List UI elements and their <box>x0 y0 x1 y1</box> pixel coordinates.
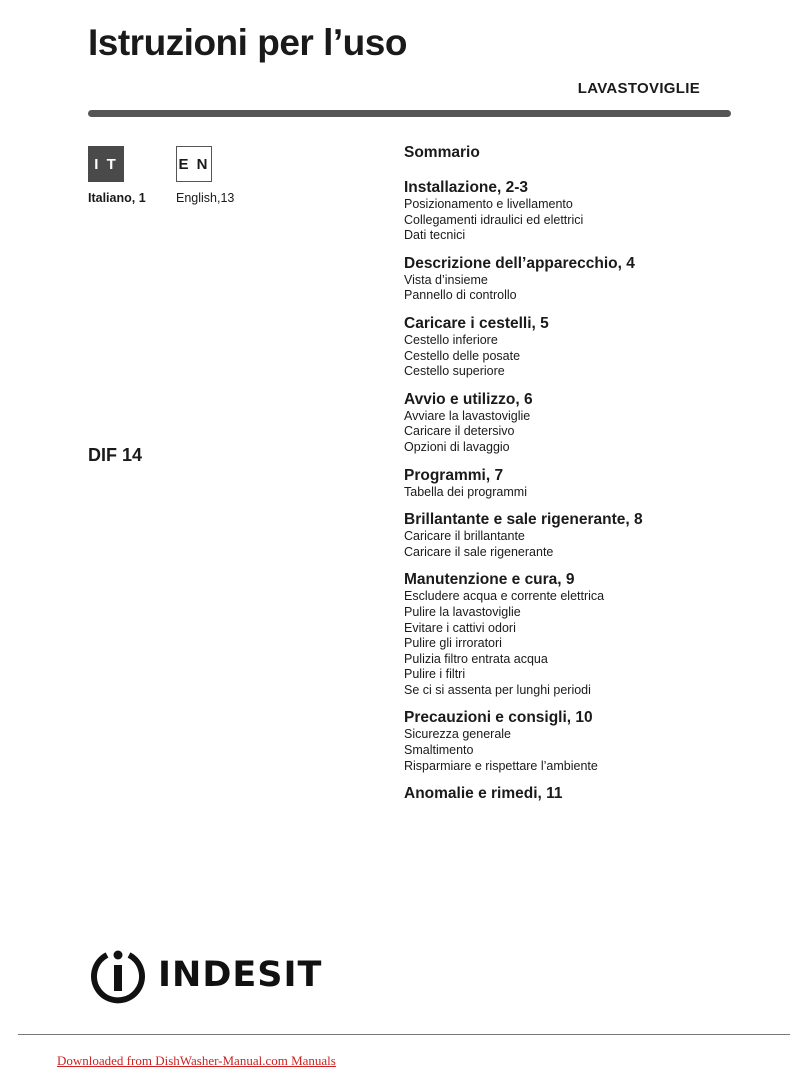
language-ref-en: English,13 <box>176 191 235 205</box>
toc-subsection[interactable]: Caricare il sale rigenerante <box>404 544 554 559</box>
toc-section <box>404 708 784 774</box>
toc-subsection[interactable]: Cestello superiore <box>404 364 505 379</box>
toc-subsection[interactable]: Risparmiare e rispettare l’ambiente <box>404 758 598 773</box>
toc-subsection[interactable]: Evitare i cattivi odori <box>404 620 516 635</box>
toc-subsection[interactable]: Cestello delle posate <box>404 348 521 363</box>
model-number: DIF 14 <box>88 445 143 465</box>
language-tab-it[interactable]: I T <box>88 146 124 182</box>
indesit-logo-icon <box>88 945 148 1005</box>
toc-subsection[interactable]: Sicurezza generale <box>404 727 512 742</box>
toc-subsection[interactable]: Escludere acqua e corrente elettrica <box>404 589 605 604</box>
toc-section <box>404 314 784 380</box>
brand-logo <box>88 945 322 1005</box>
toc-subsection[interactable]: Tabella dei programmi <box>404 484 527 499</box>
toc-section-title[interactable]: Anomalie e rimedi, 11 <box>404 785 563 803</box>
toc-section <box>404 784 784 803</box>
toc-subsection[interactable]: Pulire i filtri <box>404 667 466 682</box>
toc-subsection[interactable]: Opzioni di lavaggio <box>404 439 510 454</box>
toc-section-title[interactable]: Avvio e utilizzo, 6 <box>404 390 533 408</box>
toc-section-title[interactable]: Descrizione dell’apparecchio, 4 <box>404 254 635 272</box>
language-ref-it: Italiano, 1 <box>88 191 146 205</box>
toc-section <box>404 570 784 698</box>
document-title: Istruzioni per l’uso <box>88 22 407 63</box>
toc-subsection[interactable]: Pulizia filtro entrata acqua <box>404 651 548 666</box>
toc-subsection[interactable]: Se ci si assenta per lunghi periodi <box>404 682 591 697</box>
toc-section <box>404 390 784 456</box>
toc-section-title[interactable]: Programmi, 7 <box>404 466 504 484</box>
toc-subsection[interactable]: Posizionamento e livellamento <box>404 197 573 211</box>
toc-section-title[interactable]: Installazione, 2-3 <box>404 179 529 196</box>
toc-subsection[interactable]: Collegamenti idraulici ed elettrici <box>404 212 584 227</box>
product-category: LAVASTOVIGLIE <box>577 80 700 97</box>
download-source-link[interactable]: Downloaded from DishWasher-Manual.com Manuals <box>57 1053 336 1068</box>
toc-section-title[interactable]: Caricare i cestelli, 5 <box>404 314 549 332</box>
toc-subsection[interactable]: Caricare il detersivo <box>404 424 515 439</box>
toc-section-title[interactable]: Manutenzione e cura, 9 <box>404 571 575 589</box>
brand-wordmark: INDESIT <box>158 955 323 995</box>
toc-section-title[interactable]: Brillantante e sale rigenerante, 8 <box>404 511 643 529</box>
toc-subsection[interactable]: Caricare il brillantante <box>404 529 525 544</box>
toc-section <box>404 510 784 560</box>
toc-subsection[interactable]: Avviare la lavastoviglie <box>404 408 531 423</box>
toc-subsection[interactable]: Pannello di controllo <box>404 288 517 303</box>
toc-section <box>404 178 784 244</box>
toc-section-title[interactable]: Precauzioni e consigli, 10 <box>404 709 593 727</box>
toc-subsection[interactable]: Dati tecnici <box>404 228 466 243</box>
toc-subsection[interactable]: Pulire la lavastoviglie <box>404 604 521 619</box>
toc-section <box>404 466 784 501</box>
toc-heading: Sommario <box>404 144 480 161</box>
toc-subsection[interactable]: Vista d’insieme <box>404 272 488 287</box>
header-divider <box>88 110 731 117</box>
toc-subsection[interactable]: Pulire gli irroratori <box>404 636 502 651</box>
footer-divider <box>18 1034 790 1035</box>
table-of-contents <box>404 143 784 813</box>
toc-subsection[interactable]: Smaltimento <box>404 743 474 758</box>
toc-section <box>404 254 784 304</box>
language-tab-en[interactable]: E N <box>176 146 212 182</box>
toc-subsection[interactable]: Cestello inferiore <box>404 332 498 347</box>
